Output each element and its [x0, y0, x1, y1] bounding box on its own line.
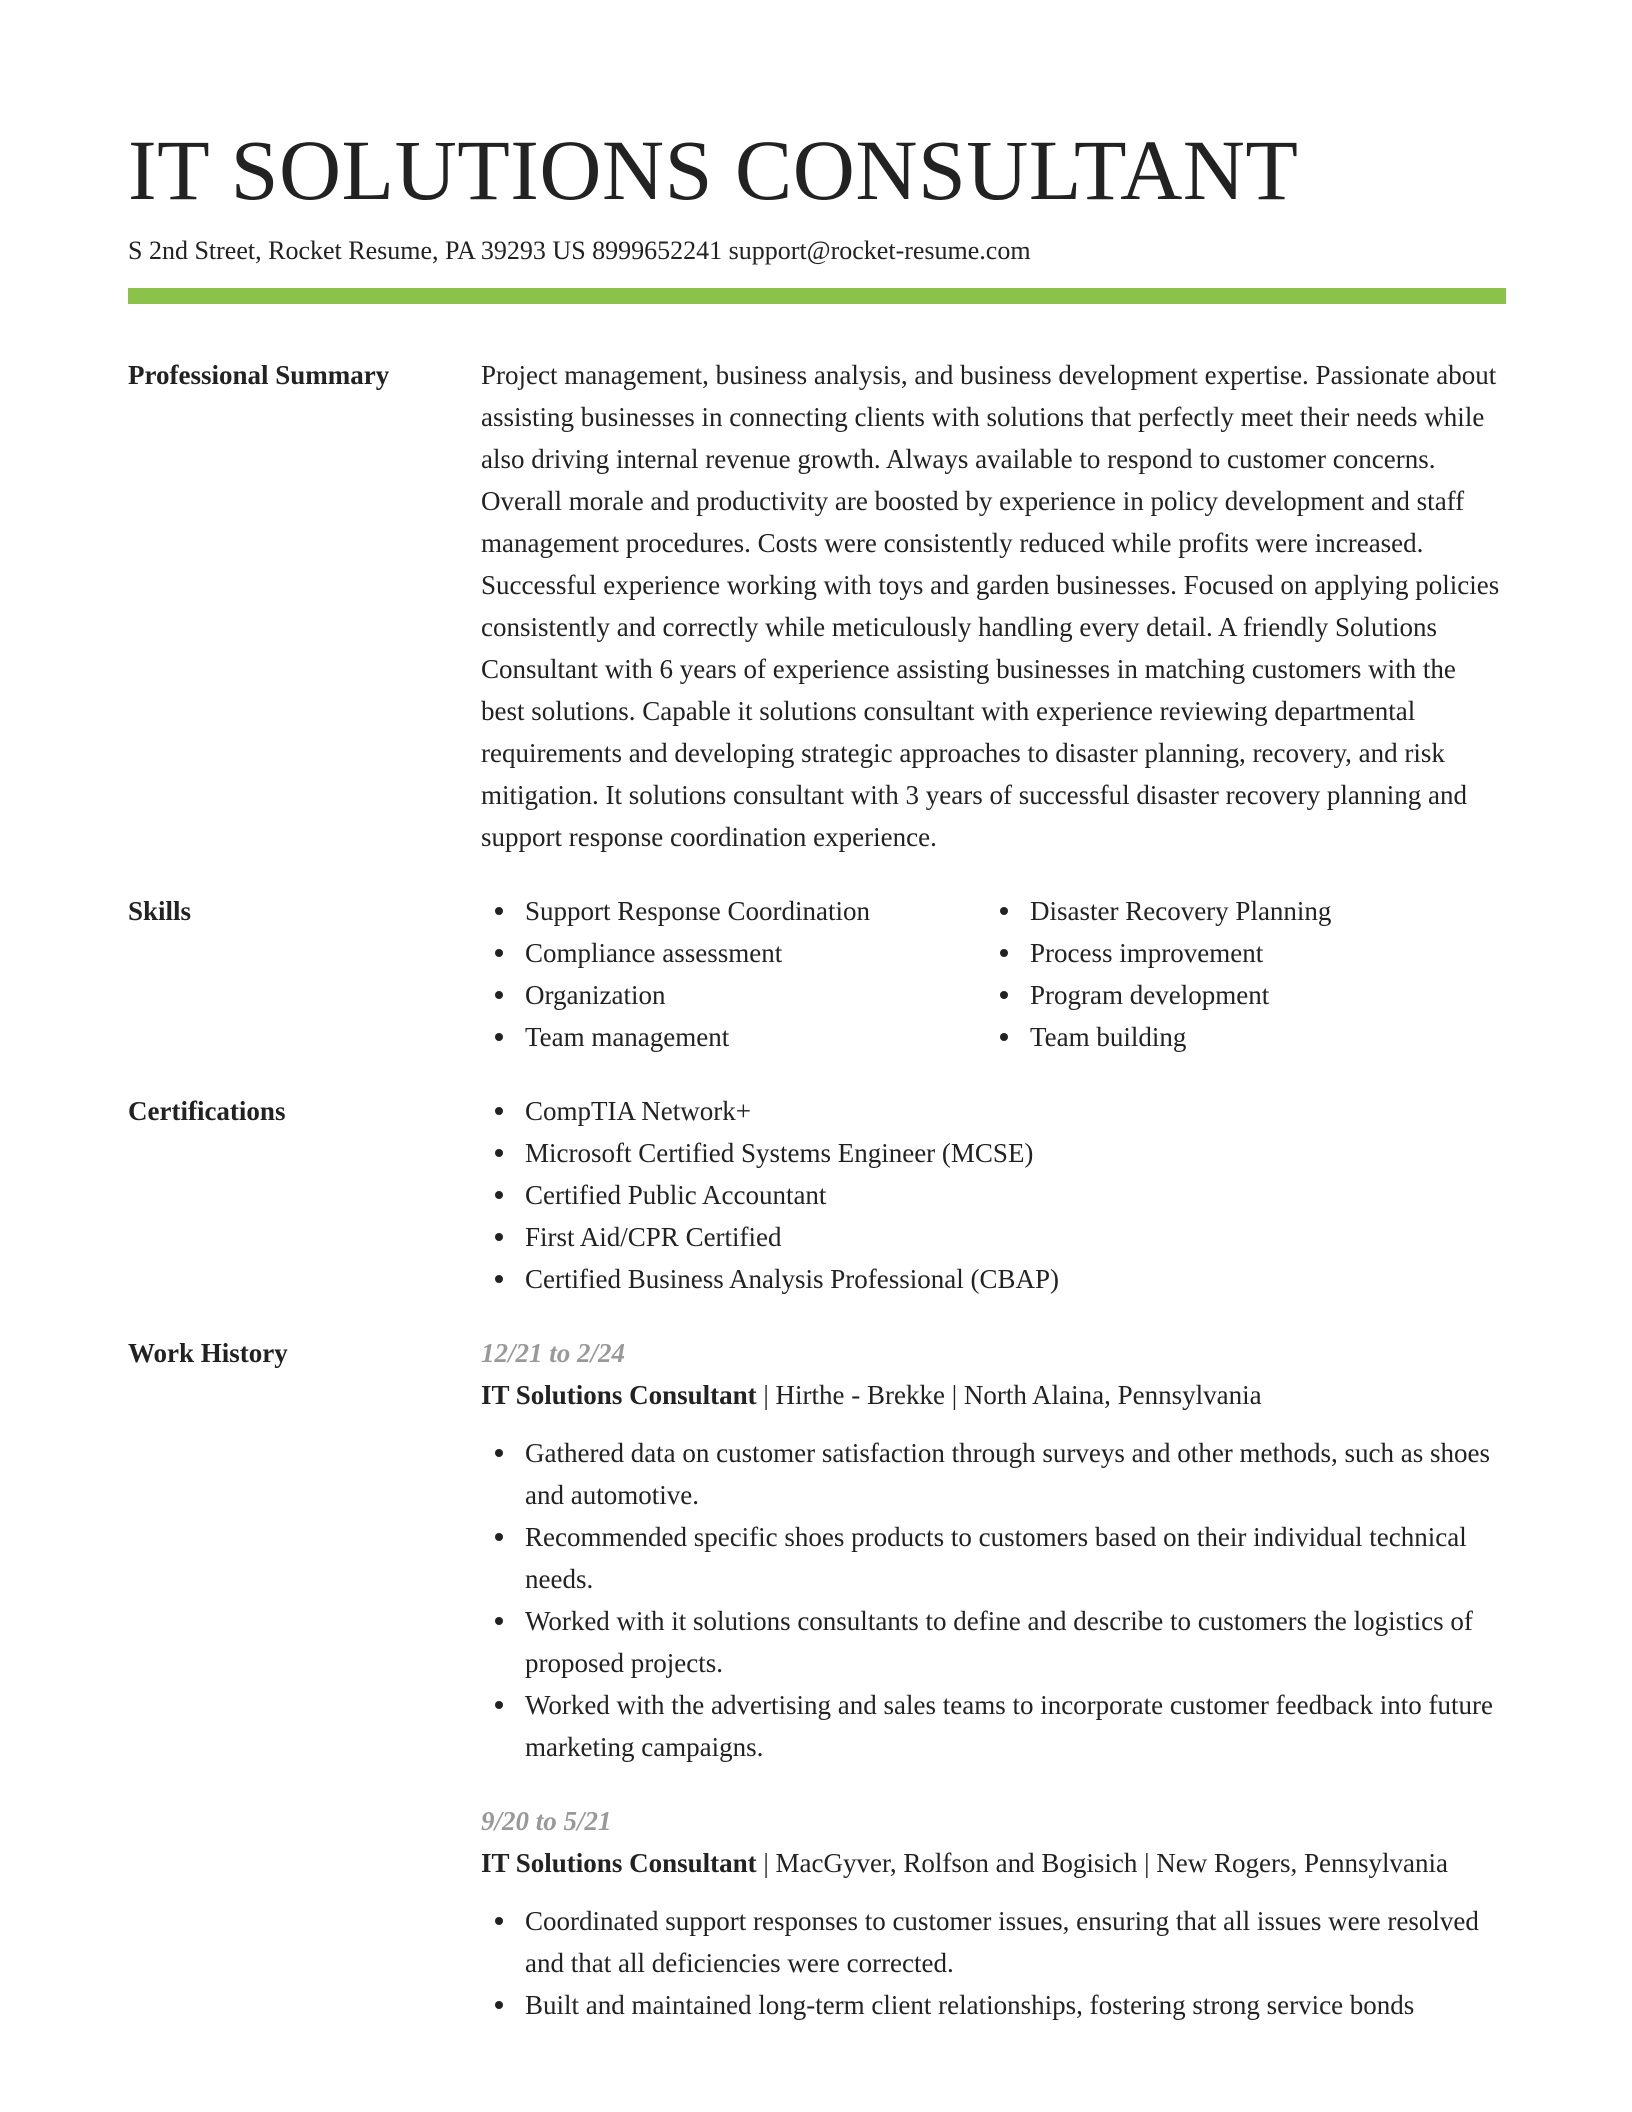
skill-item: Disaster Recovery Planning	[986, 890, 1491, 932]
header-accent-rule	[128, 288, 1506, 304]
job-bullets	[481, 1900, 1506, 2026]
job-heading	[481, 1842, 1506, 1884]
job-bullet: Worked with it solutions consultants to define and describe to customers the logistics of proposed projects.	[481, 1600, 1506, 1684]
contact-info: S 2nd Street, Rocket Resume, PA 39293 US 8999652241 support@rocket-resume.com	[128, 236, 1031, 265]
job-dates: 9/20 to 5/21	[481, 1806, 612, 1836]
certification-item: First Aid/CPR Certified	[481, 1216, 1506, 1258]
summary-section	[128, 354, 1506, 858]
work-history-section	[128, 1332, 1506, 2026]
job-heading	[481, 1374, 1506, 1416]
section-heading: Certifications	[128, 1096, 286, 1126]
certifications-section	[128, 1090, 1506, 1300]
job-entry	[481, 1332, 1506, 1768]
skills-grid	[481, 890, 1506, 1058]
section-heading: Skills	[128, 896, 192, 926]
skill-item: Organization	[481, 974, 986, 1016]
job-entry	[481, 1800, 1506, 2026]
skills-column-right	[986, 890, 1491, 1058]
skill-item: Team management	[481, 1016, 986, 1058]
job-bullet: Coordinated support responses to customer issues, ensuring that all issues were resolved and that all deficiencies were corrected.	[481, 1900, 1506, 1984]
job-title: IT Solutions Consultant	[481, 1848, 757, 1878]
certification-item: CompTIA Network+	[481, 1090, 1506, 1132]
certification-item: Microsoft Certified Systems Engineer (MCSE)	[481, 1132, 1506, 1174]
resume-page	[128, 118, 1506, 2026]
section-heading: Professional Summary	[128, 360, 390, 390]
skill-item: Compliance assessment	[481, 932, 986, 974]
job-dates: 12/21 to 2/24	[481, 1338, 626, 1368]
skill-item: Process improvement	[986, 932, 1491, 974]
job-bullet: Built and maintained long-term client relationships, fostering strong service bonds	[481, 1984, 1506, 2026]
certification-item: Certified Business Analysis Professional (CBAP)	[481, 1258, 1506, 1300]
summary-text: Project management, business analysis, and business development expertise. Passionate about assisting businesses in connecting clients with solutions that perfectly meet their needs while also driving internal revenue growth. Always available to respond to customer concerns. Overall morale and productivity are boosted by experience in policy development and staff management procedures. Costs were consistently reduced while profits were increased. Successful experience working with toys and garden businesses. Focused on applying policies consistently and correctly while meticulously handling every detail. A friendly Solutions Consultant with 6 years of experience assisting businesses in matching customers with the best solutions. Capable it solutions consultant with experience reviewing departmental requirements and developing strategic approaches to disaster planning, recovery, and risk mitigation. It solutions consultant with 3 years of successful disaster recovery planning and support response coordination experience.	[481, 360, 1500, 852]
section-heading: Work History	[128, 1338, 288, 1368]
skill-item: Program development	[986, 974, 1491, 1016]
certifications-list	[481, 1090, 1506, 1300]
skills-section	[128, 890, 1506, 1058]
job-employer-location: | MacGyver, Rolfson and Bogisich | New Rogers, Pennsylvania	[756, 1848, 1448, 1878]
job-title: IT Solutions Consultant	[481, 1380, 757, 1410]
job-bullets	[481, 1432, 1506, 1768]
resume-title: IT SOLUTIONS CONSULTANT	[128, 122, 1299, 218]
job-employer-location: | Hirthe - Brekke | North Alaina, Pennsylvania	[756, 1380, 1262, 1410]
job-bullet: Gathered data on customer satisfaction through surveys and other methods, such as shoes and automotive.	[481, 1432, 1506, 1516]
certification-item: Certified Public Accountant	[481, 1174, 1506, 1216]
skills-column-left	[481, 890, 986, 1058]
skill-item: Support Response Coordination	[481, 890, 986, 932]
job-bullet: Worked with the advertising and sales teams to incorporate customer feedback into future marketing campaigns.	[481, 1684, 1506, 1768]
job-bullet: Recommended specific shoes products to customers based on their individual technical needs.	[481, 1516, 1506, 1600]
skill-item: Team building	[986, 1016, 1491, 1058]
